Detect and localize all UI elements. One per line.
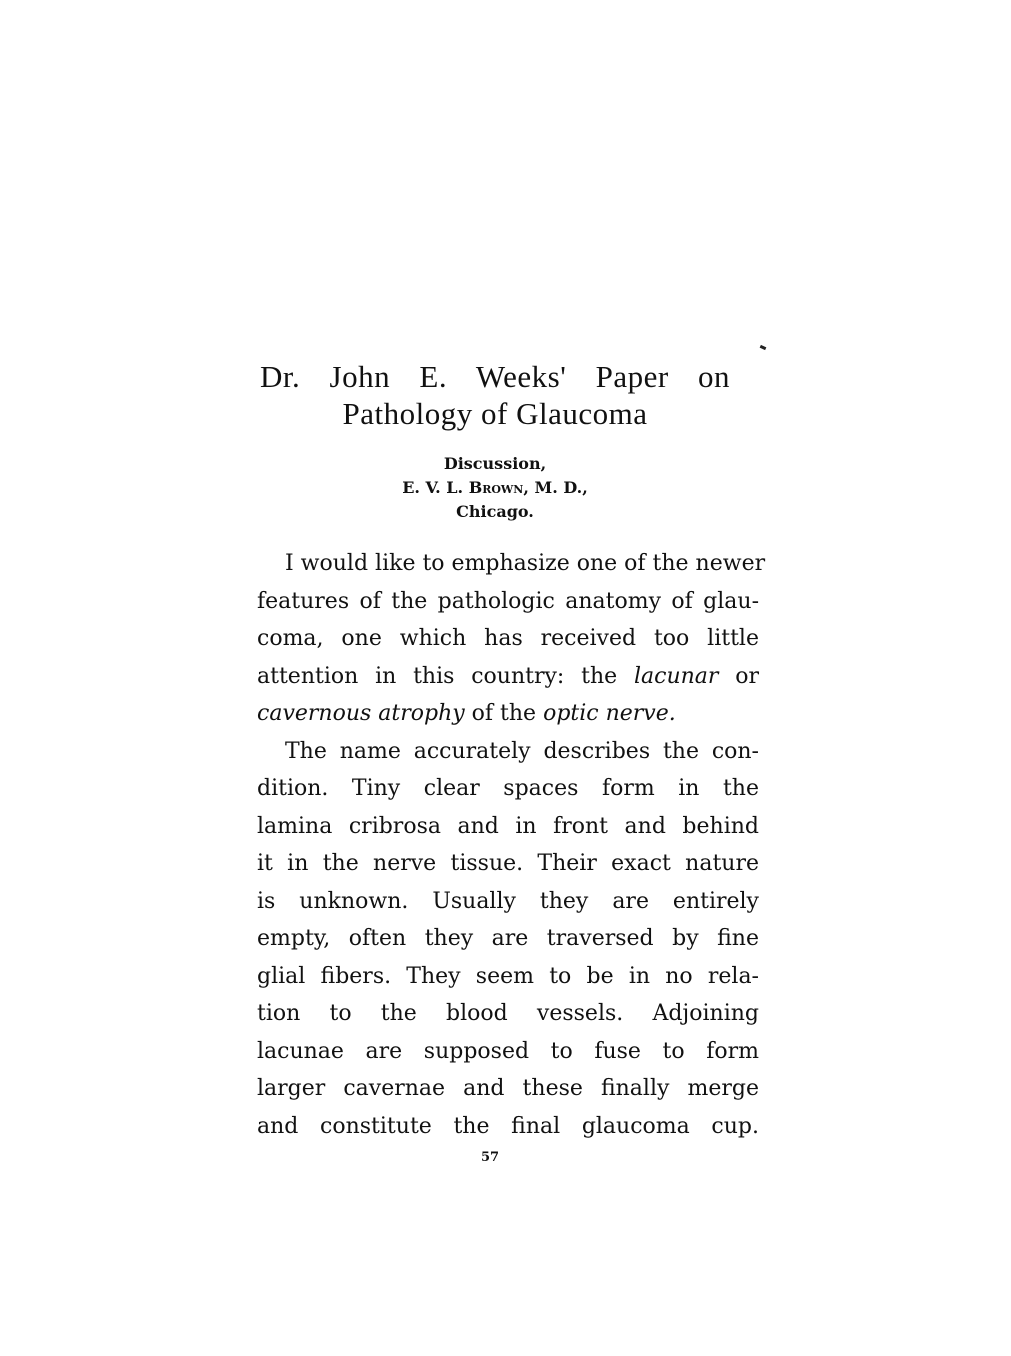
text-line: larger cavernae and these finally merge — [257, 1076, 759, 1101]
byline-discussion: Discussion, — [443, 454, 547, 473]
title-line-2: Pathology of Glaucoma — [342, 396, 648, 431]
text-line: tion to the blood vessels. Adjoining — [257, 1001, 759, 1026]
body-text — [229, 545, 766, 1145]
text-line: features of the pathologic anatomy of glau- — [257, 588, 759, 614]
text-line: The name accurately describes the con- — [285, 738, 759, 764]
byline-author: E. V. L. Brown, M. D., — [402, 478, 588, 497]
text-line: lamina cribrosa and in front and behind — [257, 813, 759, 839]
byline-city: Chicago. — [456, 502, 534, 521]
italic-term: lacunar — [633, 663, 719, 689]
text-line: it in the nerve tissue. Their exact nature — [257, 851, 759, 876]
page-number: 57 — [480, 1150, 500, 1165]
paper-title — [230, 358, 760, 432]
text-line: is unknown. Usually they are entirely — [257, 888, 759, 914]
paragraph-1 — [229, 545, 766, 733]
title-line-1: Dr. John E. Weeks' Paper on — [260, 359, 730, 394]
text-line: empty, often they are traversed by fine — [257, 926, 759, 951]
text-line: lacunae are supposed to fuse to form — [257, 1038, 759, 1064]
italic-term: optic nerve. — [543, 701, 676, 726]
text-line: coma, one which has received too little — [257, 626, 759, 651]
text-line: I would like to emphasize one of the newer — [285, 551, 766, 576]
text-line: attention in this country: the lacunar or — [257, 663, 759, 689]
text-line: glial fibers. They seem to be in no rela- — [257, 963, 759, 989]
stray-ink-mark — [760, 345, 767, 350]
paragraph-2 — [229, 733, 759, 1146]
italic-term: cavernous atrophy — [257, 701, 465, 726]
byline — [230, 452, 760, 524]
text-line: cavernous atrophy of the optic nerve. — [257, 701, 676, 726]
text-line: and constitute the final glaucoma cup. — [257, 1113, 759, 1139]
text-line: dition. Tiny clear spaces form in the — [257, 776, 759, 801]
